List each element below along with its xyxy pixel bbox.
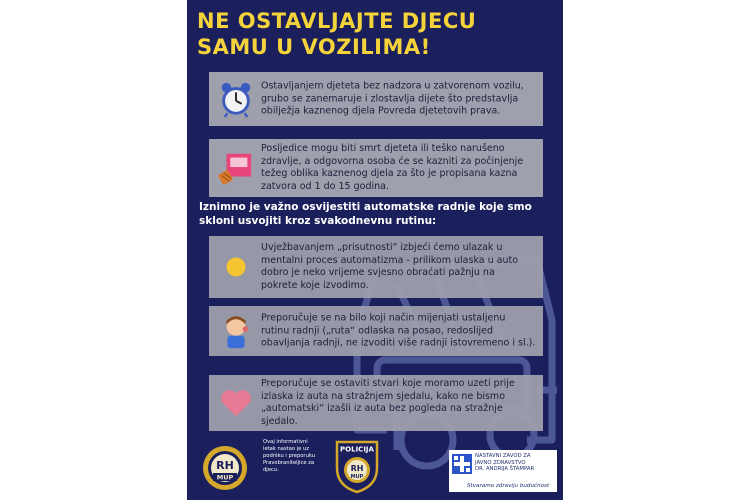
text-line: izlaska iz auta na stražnjem sjedalu, kako ne bismo (261, 390, 506, 402)
footer-line: podršku i preporuku (263, 453, 315, 459)
text-line: grubo se zanemaruje i zlostavlja dijete što predstavlja (261, 92, 519, 104)
info-box-5 (209, 375, 543, 431)
car-door-icon (217, 149, 255, 187)
alarm-clock-icon (217, 80, 255, 118)
institute-line: JAVNO ZDRAVSTVO (475, 459, 526, 466)
info-box-5-text (261, 378, 537, 428)
title-line-2: SAMU U VOZILIMA! (197, 35, 431, 59)
heading-line-2: skloni usvojiti kroz svakodnevnu rutinu: (199, 215, 437, 227)
institute-name (475, 453, 557, 473)
policija-badge-letters: RH (350, 464, 364, 473)
text-line: rutinu radnji („ruta“ odlaska na posao, redoslijed (261, 324, 494, 336)
text-line: pokrete koje izvodimo. (261, 279, 369, 291)
info-box-4 (209, 306, 543, 356)
mup-badge-letters: RH (216, 459, 234, 472)
institute-cross-icon (452, 454, 472, 474)
info-box-1 (209, 72, 543, 126)
section-heading (199, 200, 551, 228)
mup-badge-icon (201, 444, 249, 492)
info-box-2-text (261, 143, 537, 193)
text-line: Uvježbavanjem „prisutnosti“ izbjeći ćemo ulazak u (261, 242, 503, 253)
text-line: Preporučuje se na bilo koji način mijenjati ustaljenu (261, 312, 506, 324)
text-line: mentalni proces automatizma - prilikom ulaska u auto (261, 254, 519, 266)
text-line: obilježja kaznenog djela Povreda djetetovih prava. (261, 105, 501, 117)
sun-icon (217, 248, 255, 286)
text-line: „automatski“ izašli iz auta bez pogleda na stražnje sjedalo. (261, 403, 503, 427)
title-line-1: NE OSTAVLJAJTE DJECU (197, 9, 477, 33)
heading-line-1: Iznimno je važno osvijestiti automatske radnje koje smo (199, 201, 532, 213)
text-line: zdravlje, a odgovorna osoba će se kazniti za počinjenje (261, 155, 524, 167)
institute-slogan: Stvaramo zdraviju budućnost (467, 483, 550, 489)
info-box-1-text (261, 80, 537, 118)
text-line: Preporučuje se ostaviti stvari koje moramo uzeti prije (261, 378, 515, 389)
text-line: obavljanja radnji, ne izvoditi više radnji istovremeno i sl.). (261, 337, 536, 349)
info-box-3-text (261, 242, 537, 292)
policija-badge-icon (335, 438, 379, 494)
footer-note (263, 439, 329, 474)
info-box-3 (209, 236, 543, 298)
footer-line: Ovaj informativni (263, 439, 308, 445)
footer-line: djecu. (263, 467, 279, 473)
policija-badge-top: POLICIJA (340, 445, 374, 454)
info-box-4-text (261, 312, 537, 350)
child-icon (217, 312, 255, 350)
footer-line: Pravobraniteljice za (263, 460, 315, 466)
heart-icon (217, 384, 255, 422)
institute-logo (449, 450, 557, 492)
text-line: Posljedice mogu biti smrt djeteta ili teško narušeno (261, 143, 505, 154)
info-box-2 (209, 139, 543, 197)
footer-line: letak nastao je uz (263, 446, 309, 452)
mup-badge-sub: MUP (216, 473, 234, 482)
text-line: Ostavljanjem djeteta bez nadzora u zatvorenom vozilu, (261, 80, 524, 92)
text-line: težeg oblika kaznenog djela za što je propisana kazna (261, 168, 518, 179)
institute-line: NASTAVNI ZAVOD ZA (475, 453, 531, 459)
policija-badge-sub: MUP (350, 474, 364, 480)
text-line: zatvora od 1 do 15 godina. (261, 180, 389, 192)
poster-title (197, 8, 557, 60)
text-line: dobro je neko vrijeme svjesno obraćati pažnju na (261, 267, 495, 278)
institute-line: DR. ANDRIJA ŠTAMPAR (475, 466, 535, 473)
poster (187, 0, 563, 500)
